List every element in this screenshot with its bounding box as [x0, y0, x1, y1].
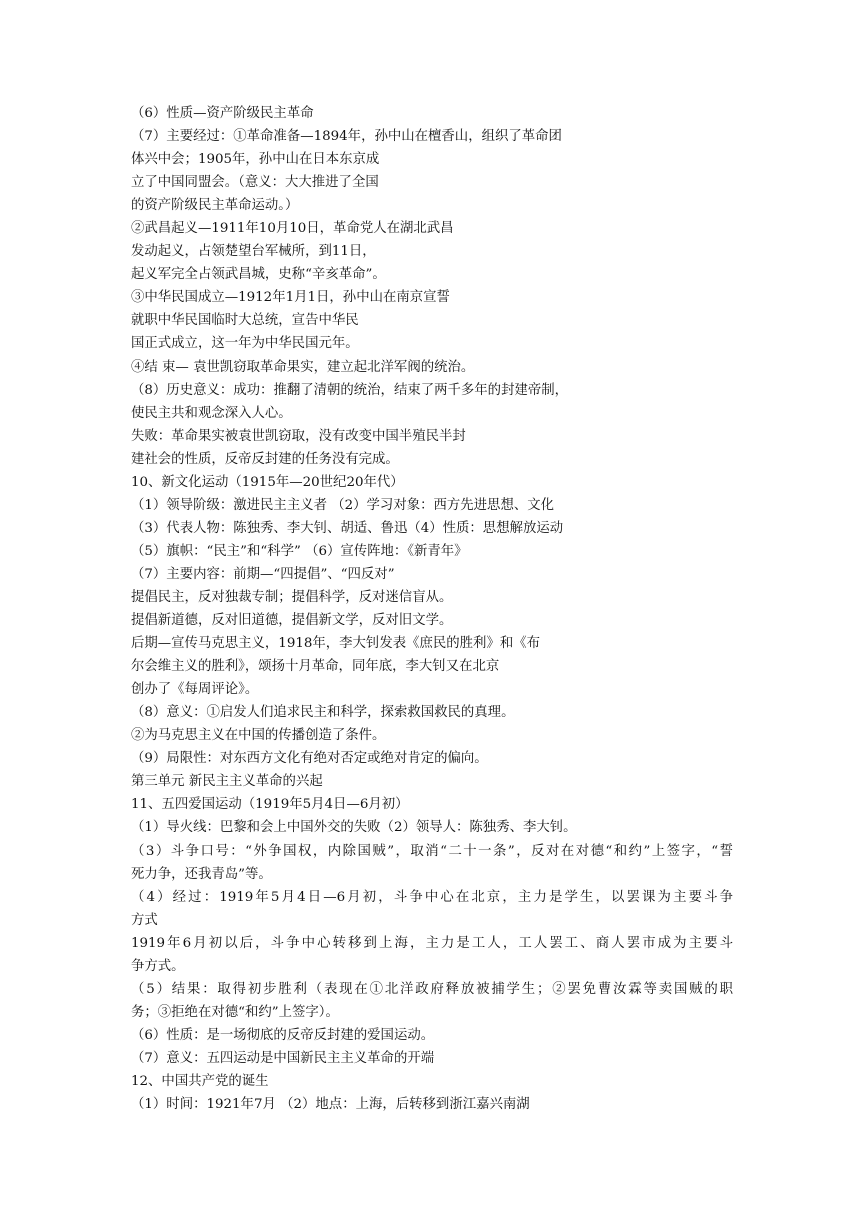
unit-heading: 第三单元 新民主主义革命的兴起 [131, 774, 323, 790]
text-line: （7）意义：五四运动是中国新民主主义革命的开端 [131, 1050, 435, 1066]
text-line: （5）旗帜：“民主”和“科学” （6）宣传阵地：《新青年》 [131, 543, 468, 559]
text-line-historical-significance: （8）历史意义：成功：推翻了清朝的统治，结束了两千多年的封建帝制， [131, 382, 569, 398]
text-line-roc-founded: ③中华民国成立—1912年1月1日，孙中山在南京宣誓 [131, 290, 450, 306]
text-line: 建社会的性质，反帝反封建的任务没有完成。 [131, 451, 399, 467]
text-line: 起义军完全占领武昌城，史称“辛亥革命”。 [131, 267, 386, 283]
text-line: ②为马克思主义在中国的传播创造了条件。 [131, 728, 386, 744]
text-line: 创办了《每周评论》。 [131, 682, 259, 698]
text-line: 尔会维主义的胜利》，颂扬十月革命，同年底，李大钊又在北京 [131, 659, 500, 675]
text-line: 发动起义，占领楚望台军械所，到11日， [131, 244, 376, 260]
text-line: 国正式成立，这一年为中华民国元年。 [131, 336, 359, 352]
text-line-ending: ④结 束— 袁世凯窃取革命果实，建立起北洋军阀的统治。 [131, 359, 475, 375]
text-line: （1）时间：1921年7月 （2）地点：上海，后转移到浙江嘉兴南湖 [131, 1097, 530, 1113]
text-line: （7）主要内容：前期—“四提倡”、“四反对” [131, 566, 395, 582]
text-line: 死力争，还我青岛”等。 [131, 866, 272, 882]
text-line: （5）结果：取得初步胜利（表现在①北洋政府释放被捕学生；②罢免曹汝霖等卖国贼的职 [131, 981, 733, 997]
text-line: （9）局限性：对东西方文化有绝对否定或绝对肯定的偏向。 [131, 751, 488, 767]
text-line: 方式 [131, 912, 158, 928]
text-line: 务；③拒绝在对德“和约”上签字）。 [131, 1004, 339, 1020]
text-line: 1919年6月初以后，斗争中心转移到上海，主力是工人，工人罢工、商人罢市成为主要斗 [131, 935, 733, 951]
text-line: （3）代表人物：陈独秀、李大钊、胡适、鲁迅（4）性质：思想解放运动 [131, 520, 564, 536]
text-line-failure: 失败：革命果实被袁世凯窃取，没有改变中国半殖民半封 [131, 428, 466, 444]
text-line: （6）性质：是一场彻底的反帝反封建的爱国运动。 [131, 1027, 435, 1043]
text-line: 就职中华民国临时大总统，宣告中华民 [131, 313, 359, 329]
text-line: （1）导火线：巴黎和会上中国外交的失败（2）领导人：陈独秀、李大钊。 [131, 820, 577, 836]
text-line: （3）斗争口号：“外争国权，内除国贼”，取消“二十一条”，反对在对德“和约”上签字，“誓 [131, 843, 733, 859]
section-heading-new-culture-movement: 10、新文化运动（1915年—20世纪20年代） [131, 474, 404, 490]
text-line-wuchang-uprising: ②武昌起义—1911年10月10日，革命党人在湖北武昌 [131, 221, 454, 237]
text-line-main-process: （7）主要经过：①革命准备—1894年，孙中山在檀香山，组织了革命团 [131, 129, 562, 145]
text-line: （8）意义：①启发人们追求民主和科学，探索救国救民的真理。 [131, 705, 515, 721]
text-line: 提倡新道德，反对旧道德，提倡新文学，反对旧文学。 [131, 613, 453, 629]
text-line: 的资产阶级民主革命运动。） [131, 198, 299, 214]
text-line: 争方式。 [131, 958, 185, 974]
text-line: （4）经过：1919年5月4日—6月初，斗争中心在北京，主力是学生，以罢课为主要斗争 [131, 889, 733, 905]
text-line: 体兴中会；1905年，孙中山在日本东京成 [131, 152, 380, 168]
text-line: 后期—宣传马克思主义，1918年，李大钊发表《庶民的胜利》和《布 [131, 636, 541, 652]
text-line: 使民主共和观念深入人心。 [131, 405, 292, 421]
text-line: 立了中国同盟会。（意义：大大推进了全国 [131, 175, 379, 191]
document-page [131, 102, 733, 1116]
section-heading-ccp-founding: 12、中国共产党的诞生 [131, 1073, 269, 1089]
text-line: 提倡民主，反对独裁专制；提倡科学，反对迷信盲从。 [131, 589, 453, 605]
section-heading-may-fourth-movement: 11、五四爱国运动（1919年5月4日—6月初） [131, 797, 409, 813]
text-line: （1）领导阶级：激进民主主义者 （2）学习对象：西方先进思想、文化 [131, 497, 555, 513]
text-line-nature-bourgeois-revolution: （6）性质—资产阶级民主革命 [131, 106, 314, 121]
